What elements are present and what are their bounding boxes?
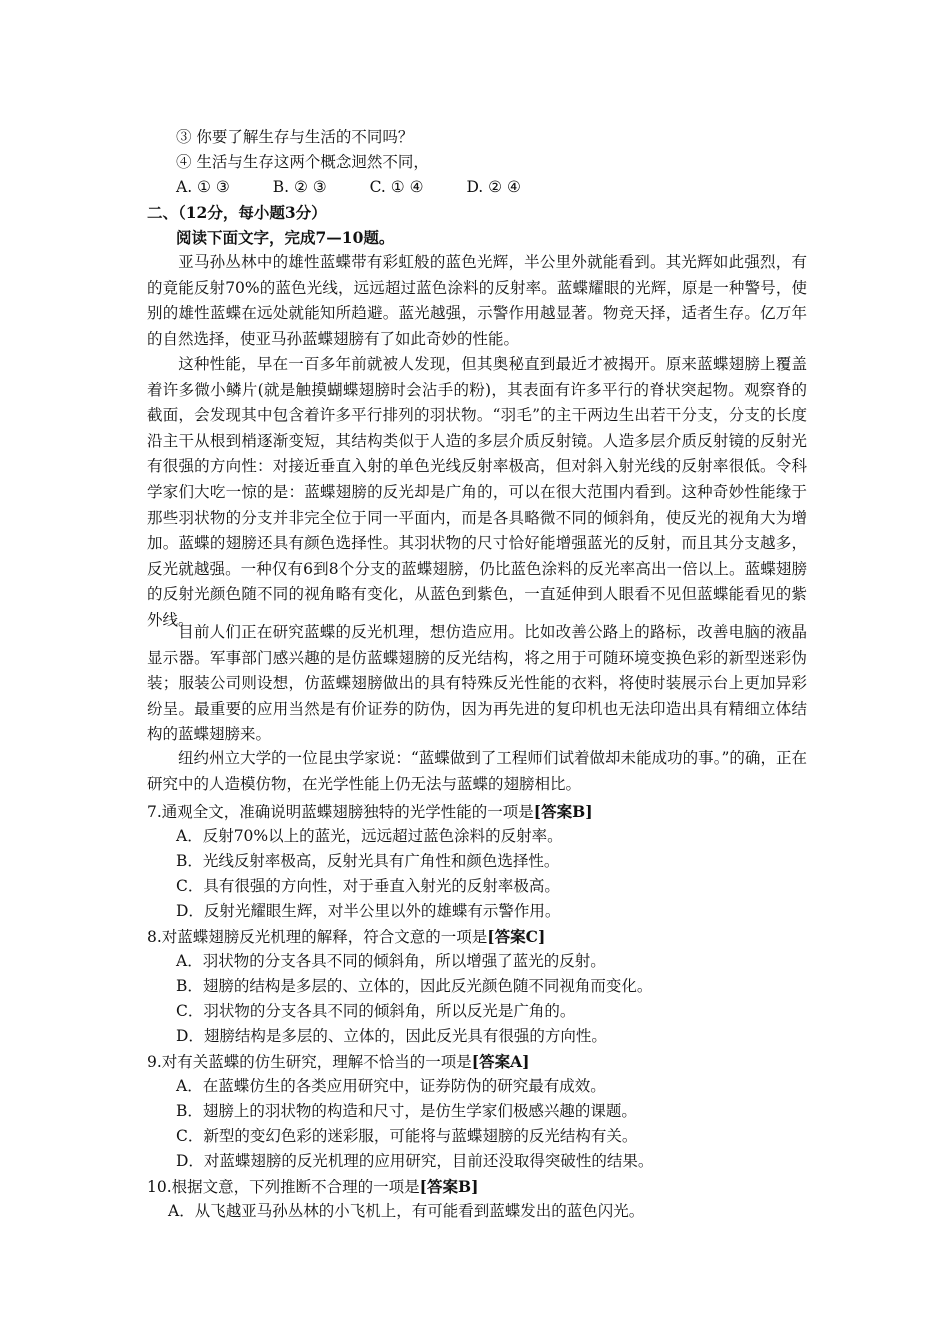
choice-c: C. ① ④ xyxy=(369,178,424,196)
passage-paragraph-4: 纽约州立大学的一位昆虫学家说：“蓝蝶做到了工程师们试着做却未能成功的事。”的确，正在研究中的人造模仿物，在光学性能上仍无法与蓝蝶的翅膀相比。 xyxy=(147,749,807,793)
q9-option-c: C．新型的变幻色彩的迷彩服，可能将与蓝蝶翅膀的反光结构有关。 xyxy=(176,1127,638,1145)
q8-option-c: C．羽状物的分支各具不同的倾斜角，所以反光是广角的。 xyxy=(176,1002,576,1020)
question-7: 7.通观全文，准确说明蓝蝶翅膀独特的光学性能的一项是[答案B] xyxy=(147,802,593,821)
question-10: 10.根据文意，下列推断不合理的一项是[答案B] xyxy=(147,1177,479,1196)
answer-7: [答案B] xyxy=(533,802,593,821)
q9-option-a: A．在蓝蝶仿生的各类应用研究中，证券防伪的研究最有成效。 xyxy=(176,1077,606,1095)
item-3: ③ 你要了解生存与生活的不同吗？ xyxy=(176,128,414,146)
section-heading: 二、（12分，每小题3分） xyxy=(147,203,327,222)
choice-d: D. ② ④ xyxy=(466,178,521,196)
choice-a: A. ① ③ xyxy=(176,178,230,196)
question-8: 8.对蓝蝶翅膀反光机理的解释，符合文意的一项是[答案C] xyxy=(147,927,546,946)
answer-9: [答案A] xyxy=(471,1052,530,1071)
q7-option-c: C．具有很强的方向性，对于垂直入射光的反射率极高。 xyxy=(176,877,560,895)
answer-8: [答案C] xyxy=(487,927,546,946)
passage-paragraph-3: 目前人们正在研究蓝蝶的反光机理，想仿造应用。比如改善公路上的路标，改善电脑的液晶显示器。军事部门感兴趣的是仿蓝蝶翅膀的反光结构，将之用于可随环境变换色彩的新型迷彩伪装；服装公司则设想，仿蓝蝶翅膀做出的具有特殊反光性能的衣料，将使时装展示台上更加异彩纷呈。最重要的应用当然是有价证券的防伪，因为再先进的复印机也无法印造出具有精细立体结构的蓝蝶翅膀来。 xyxy=(147,623,807,744)
q7-option-d: D．反射光耀眼生辉，对半公里以外的雄蝶有示警作用。 xyxy=(176,902,561,920)
q7-option-b: B．光线反射率极高，反射光具有广角性和颜色选择性。 xyxy=(176,852,560,870)
passage-paragraph-1: 亚马孙丛林中的雄性蓝蝶带有彩虹般的蓝色光辉，半公里外就能看到。其光辉如此强烈，有的竟能反射70%的蓝色光线，远远超过蓝色涂料的反射率。蓝蝶耀眼的光辉，原是一种警号，使别的雄性蓝蝶在远处就能知所趋避。蓝光越强，示警作用越显著。物竞天择，适者生存。亿万年的自然选择，使亚马孙蓝蝶翅膀有了如此奇妙的性能。 xyxy=(147,253,807,348)
q8-option-d: D．翅膀结构是多层的、立体的，因此反光具有很强的方向性。 xyxy=(176,1027,607,1045)
q8-option-b: B．翅膀的结构是多层的、立体的，因此反光颜色随不同视角而变化。 xyxy=(176,977,653,995)
passage-paragraph-2: 这种性能，早在一百多年前就被人发现，但其奥秘直到最近才被揭开。原来蓝蝶翅膀上覆盖着许多微小鳞片(就是触摸蝴蝶翅膀时会沾手的粉)，其表面有许多平行的脊状突起物。观察脊的截面，会发现其中包含着许多平行排列的羽状物。“羽毛”的主干两边生出若干分支，分支的长度沿主干从根到梢逐渐变短，其结构类似于人造的多层介质反射镜。人造多层介质反射镜的反射光有很强的方向性：对接近垂直入射的单色光线反射率极高，但对斜入射光线的反射率很低。令科学家们大吃一惊的是：蓝蝶翅膀的反光却是广角的，可以在很大范围内看到。这种奇妙性能缘于那些羽状物的分支并非完全位于同一平面内，而是各具略微不同的倾斜角，使反光的视角大为增加。蓝蝶的翅膀还具有颜色选择性。其羽状物的尺寸恰好能增强蓝光的反射，而且其分支越多，反光就越强。一种仅有6到8个分支的蓝蝶翅膀，仍比蓝色涂料的反光率高出一倍以上。蓝蝶翅膀的反射光颜色随不同的视角略有变化，从蓝色到紫色，一直延伸到人眼看不见但蓝蝶能看见的紫外线。 xyxy=(147,355,807,629)
section-instruction: 阅读下面文字，完成7—10题。 xyxy=(176,228,395,247)
q7-option-a: A．反射70%以上的蓝光，远远超过蓝色涂料的反射率。 xyxy=(176,827,563,845)
question-9: 9.对有关蓝蝶的仿生研究，理解不恰当的一项是[答案A] xyxy=(147,1052,530,1071)
q10-option-a: A．从飞越亚马孙丛林的小飞机上，有可能看到蓝蝶发出的蓝色闪光。 xyxy=(168,1202,645,1220)
q8-option-a: A．羽状物的分支各具不同的倾斜角，所以增强了蓝光的反射。 xyxy=(176,952,606,970)
top-choices xyxy=(176,175,559,200)
choice-b: B. ② ③ xyxy=(272,178,327,196)
q9-option-b: B．翅膀上的羽状物的构造和尺寸，是仿生学家们极感兴趣的课题。 xyxy=(176,1102,637,1120)
answer-10: [答案B] xyxy=(419,1177,479,1196)
item-4: ④ 生活与生存这两个概念迥然不同， xyxy=(176,153,429,171)
q9-option-d: D．对蓝蝶翅膀的反光机理的应用研究，目前还没取得突破性的结果。 xyxy=(176,1152,654,1170)
